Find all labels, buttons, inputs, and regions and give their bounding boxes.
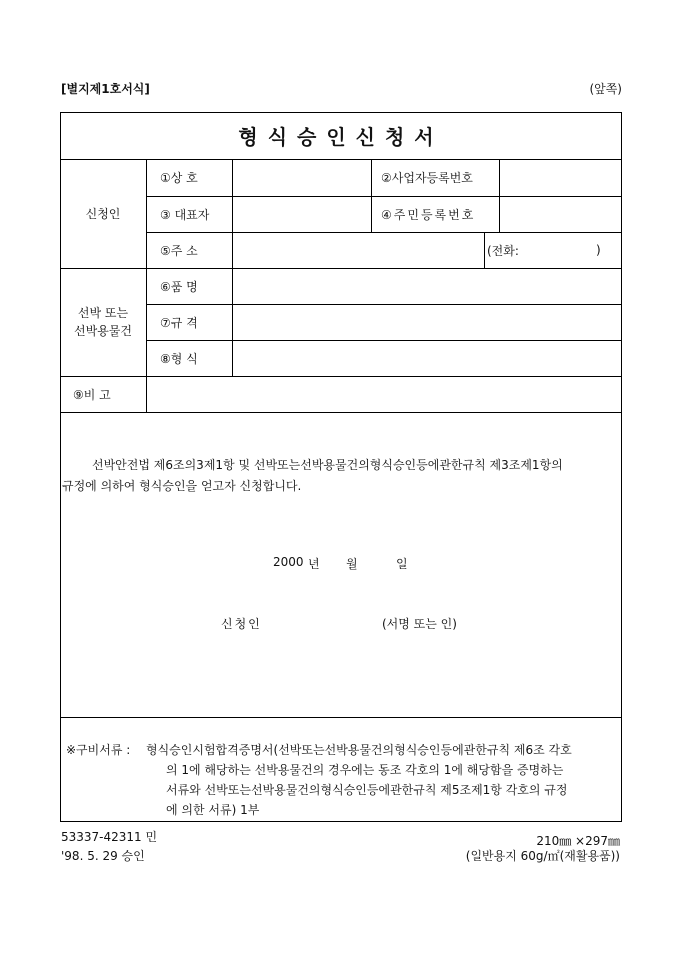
paper-type: (일반용지 60g/㎡(재활용품)) [465,849,620,863]
rule-col-phone [484,232,485,268]
type-field[interactable] [233,340,618,376]
form-code: 53337-42311 민 [61,830,158,844]
page-side-label: (앞쪽) [589,82,622,96]
date-year-unit: 년 [308,557,320,571]
rule-statement-bottom [61,717,621,718]
application-statement [62,455,618,497]
resident-number-label: ④주민등록번호 [381,207,476,222]
page-title: 형식승인신청서 [238,124,444,149]
rule-col-section [146,159,147,412]
rule-col-mid [371,159,372,232]
spec-field[interactable] [233,304,618,340]
date-year: 2000 [273,555,304,569]
phone-label: (전화: [487,243,519,258]
signature-seal-note: (서명 또는 인) [382,617,457,631]
required-documents-label: ※구비서류 : [66,743,131,757]
signature-label: 신청인 [221,617,262,631]
required-documents-line1: 형식승인시험합격증명서(선박또는선박용물건의형식승인등에관한규칙 제6조 각호 [146,743,572,757]
product-name-field[interactable] [233,268,618,304]
trade-name-field[interactable] [233,159,368,195]
applicant-section-label: 신청인 [85,206,121,221]
spec-label: ⑦규 격 [160,315,198,330]
form-number-label: [별지제1호서식] [61,82,150,96]
product-name-label: ⑥품 명 [160,279,198,294]
business-number-label: ②사업자등록번호 [381,170,473,185]
phone-field[interactable] [560,232,595,268]
address-label: ⑤주 소 [160,243,198,258]
rule-remarks-bottom [61,412,621,413]
required-documents-line4: 에 의한 서류) 1부 [166,803,260,817]
statement-line1: 선박안전법 제6조의3제1항 및 선박또는선박용물건의형식승인등에관한규칙 제3조제1항의 [92,458,563,472]
representative-label: ③ 대표자 [160,207,210,222]
phone-close: ) [596,243,601,257]
product-section-label [61,268,145,376]
resident-number-field[interactable] [500,196,620,232]
business-number-field[interactable] [500,159,620,195]
required-documents [66,740,618,820]
date-month-unit: 월 [346,557,358,571]
product-section-label-line2: 선박용물건 [74,324,132,338]
representative-field[interactable] [233,196,368,232]
date-day-unit: 일 [396,557,408,571]
approval-date: '98. 5. 29 승인 [61,849,145,863]
remarks-field[interactable] [148,376,618,412]
paper-size: 210㎜ ×297㎜ [536,834,620,848]
address-field[interactable] [233,232,481,268]
statement-line2: 규정에 의하여 형식승인을 얻고자 신청합니다. [62,479,302,493]
product-section-label-line1: 선박 또는 [77,306,129,320]
remarks-label: ⑨비 고 [73,387,111,402]
required-documents-line3: 서류와 선박또는선박용물건의형식승인등에관한규칙 제5조제1항 각호의 규정 [166,783,568,797]
required-documents-line2: 의 1에 해당하는 선박용물건의 경우에는 동조 각호의 1에 해당함을 증명하는 [166,763,564,777]
type-label: ⑧형 식 [160,351,198,366]
trade-name-label: ①상 호 [160,170,198,185]
